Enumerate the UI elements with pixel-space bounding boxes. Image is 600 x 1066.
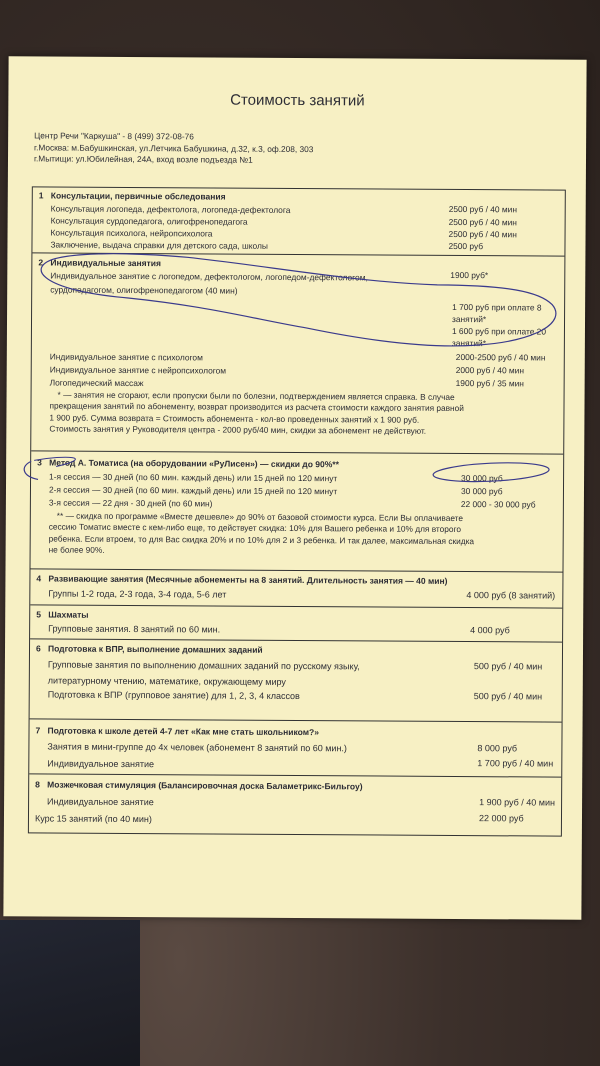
section-heading: Развивающие занятия (Месячные абонементы на 8 занятий. Длительность занятия — 40 мин) bbox=[48, 573, 448, 586]
row-price: 30 000 руб bbox=[461, 473, 503, 484]
contacts-block bbox=[34, 130, 314, 166]
section-number: 6 bbox=[35, 643, 41, 654]
row-price: занятий* bbox=[451, 337, 487, 349]
section-heading: Мозжечковая стимуляция (Балансировочная доска Баламетрикс-Бильгоу) bbox=[47, 779, 363, 792]
row-price: 30 000 руб bbox=[460, 486, 503, 497]
section-heading: Подготовка к школе детей 4-7 лет «Как мне стать школьником?» bbox=[47, 725, 319, 738]
section-number: 1 bbox=[38, 190, 44, 201]
row-label: Индивидуальное занятие с нейропсихологом bbox=[49, 364, 227, 376]
section-8 bbox=[29, 773, 561, 836]
row-label: Индивидуальное занятие с логопедом, дефектологом, логопедом-дефектологом, bbox=[50, 270, 368, 283]
row-price: 2500 руб / 40 мин bbox=[448, 216, 517, 228]
section-number: 8 bbox=[35, 779, 40, 790]
row-label: Курс 15 занятий (по 40 мин) bbox=[34, 813, 152, 825]
footnote-line: * — занятия не сгорают, если пропуски были по болезни, подтверждением является справка. В случае bbox=[57, 389, 455, 402]
section-3 bbox=[30, 450, 563, 572]
section-heading: Метод А. Томатиса (на оборудовании «РуЛисен») — скидки до 90%** bbox=[49, 457, 339, 470]
section-7 bbox=[29, 718, 561, 777]
row-price: 1 700 руб / 40 мин bbox=[477, 758, 554, 769]
section-number: 2 bbox=[38, 257, 44, 268]
row-label: литературному чтению, математике, окружающему миру bbox=[47, 675, 286, 687]
contact-line-phone: Центр Речи "Каркуша" - 8 (499) 372-08-76 bbox=[34, 130, 194, 142]
row-price: 22 000 руб bbox=[478, 813, 524, 824]
row-label: 2-я сессия — 30 дней (по 60 мин. каждый день) или 15 дней по 120 минут bbox=[48, 484, 338, 497]
row-price: 1900 руб* bbox=[450, 269, 489, 281]
section-6 bbox=[30, 638, 562, 722]
footnote-line: ** — скидка по программе «Вместе дешевле» до 90% от базовой стоимости курса. Если Вы оплачиваете bbox=[56, 510, 464, 524]
contact-line-mytishchi: г.Мытищи: ул.Юбилейная, 24А, вход возле подъезда №1 bbox=[33, 153, 253, 165]
row-label: Групповые занятия по выполнению домашних заданий по русскому языку, bbox=[47, 659, 360, 672]
row-label: Подготовка к ВПР (групповое занятие) для 1, 2, 3, 4 классов bbox=[47, 689, 300, 702]
footnote-line: Стоимость занятия у Руководителя центра - 2000 руб/40 мин, скидки за абонемент не действуют. bbox=[49, 423, 427, 436]
row-label: Индивидуальное занятие bbox=[47, 758, 155, 770]
background-fabric bbox=[0, 920, 140, 1066]
row-label: Консультация сурдопедагога, олигофренопедагога bbox=[50, 215, 248, 227]
section-4 bbox=[30, 568, 562, 608]
row-price: 1 700 руб при оплате 8 bbox=[452, 301, 542, 313]
row-price: 2000-2500 руб / 40 мин bbox=[455, 351, 546, 363]
section-number: 3 bbox=[37, 457, 42, 468]
row-price: 22 000 - 30 000 руб bbox=[460, 499, 536, 510]
row-price: 500 руб / 40 мин bbox=[473, 691, 543, 702]
row-label: 3-я сессия — 22 дня - 30 дней (по 60 мин) bbox=[48, 497, 213, 509]
section-number: 4 bbox=[36, 573, 42, 584]
footnote bbox=[49, 389, 464, 437]
row-label: Консультация логопеда, дефектолога, логопеда-дефектолога bbox=[50, 203, 291, 215]
footnote-line: прекращения занятий по абонементу, возврат производится из расчета стоимости каждого занятия равной bbox=[49, 400, 464, 414]
row-price: 1 600 руб при оплате 20 bbox=[451, 325, 547, 337]
row-price: 2000 руб / 40 мин bbox=[455, 364, 525, 376]
row-label: Групповые занятия. 8 занятий по 60 мин. bbox=[48, 623, 221, 635]
row-label: 1-я сессия — 30 дней (по 60 мин. каждый день) или 15 дней по 120 минут bbox=[49, 471, 338, 484]
row-label: Заключение, выдача справки для детского сада, школы bbox=[50, 239, 268, 251]
row-price: 4 000 руб (8 занятий) bbox=[466, 590, 556, 601]
row-label: Группы 1-2 года, 2-3 года, 3-4 года, 5-6 лет bbox=[48, 588, 227, 600]
section-number: 7 bbox=[35, 725, 41, 736]
section-number: 5 bbox=[36, 609, 41, 620]
row-price: 1900 руб / 35 мин bbox=[455, 377, 524, 389]
row-price: 2500 руб / 40 мин bbox=[448, 203, 518, 215]
footnote-line: 1 900 руб. Сумма возврата = Стоимость абонемента - кол-во проведенных занятий х 1 900 руб. bbox=[49, 412, 420, 425]
row-price: 1 900 руб / 40 мин bbox=[479, 797, 556, 808]
section-heading: Подготовка к ВПР, выполнение домашних заданий bbox=[47, 643, 263, 655]
section-5 bbox=[30, 604, 562, 642]
row-price: занятий* bbox=[452, 313, 487, 325]
row-price: 8 000 руб bbox=[477, 743, 518, 754]
price-list-sheet bbox=[3, 56, 586, 920]
row-price: 2500 руб bbox=[448, 240, 484, 252]
section-heading: Шахматы bbox=[48, 609, 89, 620]
footnote bbox=[49, 510, 475, 558]
row-label: Индивидуальное занятие с психологом bbox=[49, 351, 203, 363]
section-heading: Консультации, первичные обследования bbox=[50, 190, 226, 202]
section-1 bbox=[32, 187, 564, 255]
row-price: 2500 руб / 40 мин bbox=[448, 228, 517, 240]
section-2 bbox=[31, 252, 564, 454]
row-label: Занятия в мини-группе до 4х человек (абонемент 8 занятий по 60 мин.) bbox=[47, 741, 347, 754]
section-heading: Индивидуальные занятия bbox=[50, 257, 161, 269]
contact-line-moscow: г.Москва: м.Бабушкинская, ул.Летчика Бабушкина, д.32, к.3, оф.208, 303 bbox=[34, 141, 314, 154]
row-label: сурдопедагогом, олигофренопедагогом (40 мин) bbox=[50, 284, 238, 296]
row-label: Консультация психолога, нейропсихолога bbox=[50, 227, 213, 239]
footnote-line: сессию Томатис вместе с кем-либо еще, то действует скидка: 10% для Вашего ребенка и 10% для второго bbox=[48, 521, 462, 535]
row-price: 500 руб / 40 мин bbox=[473, 661, 543, 672]
page-title: Стоимость занятий bbox=[230, 91, 365, 110]
row-label: Логопедический массаж bbox=[49, 377, 144, 389]
row-label: Индивидуальное занятие bbox=[47, 796, 154, 808]
footnote-line: не более 90%. bbox=[48, 544, 105, 555]
price-table bbox=[28, 186, 566, 836]
row-price: 4 000 руб bbox=[470, 625, 510, 636]
footnote-line: ребенка. Если втроем, то для Вас скидка 20% и по 10% для 2 и 3 ребенка. И так далее, максимальная скидка bbox=[48, 533, 475, 546]
